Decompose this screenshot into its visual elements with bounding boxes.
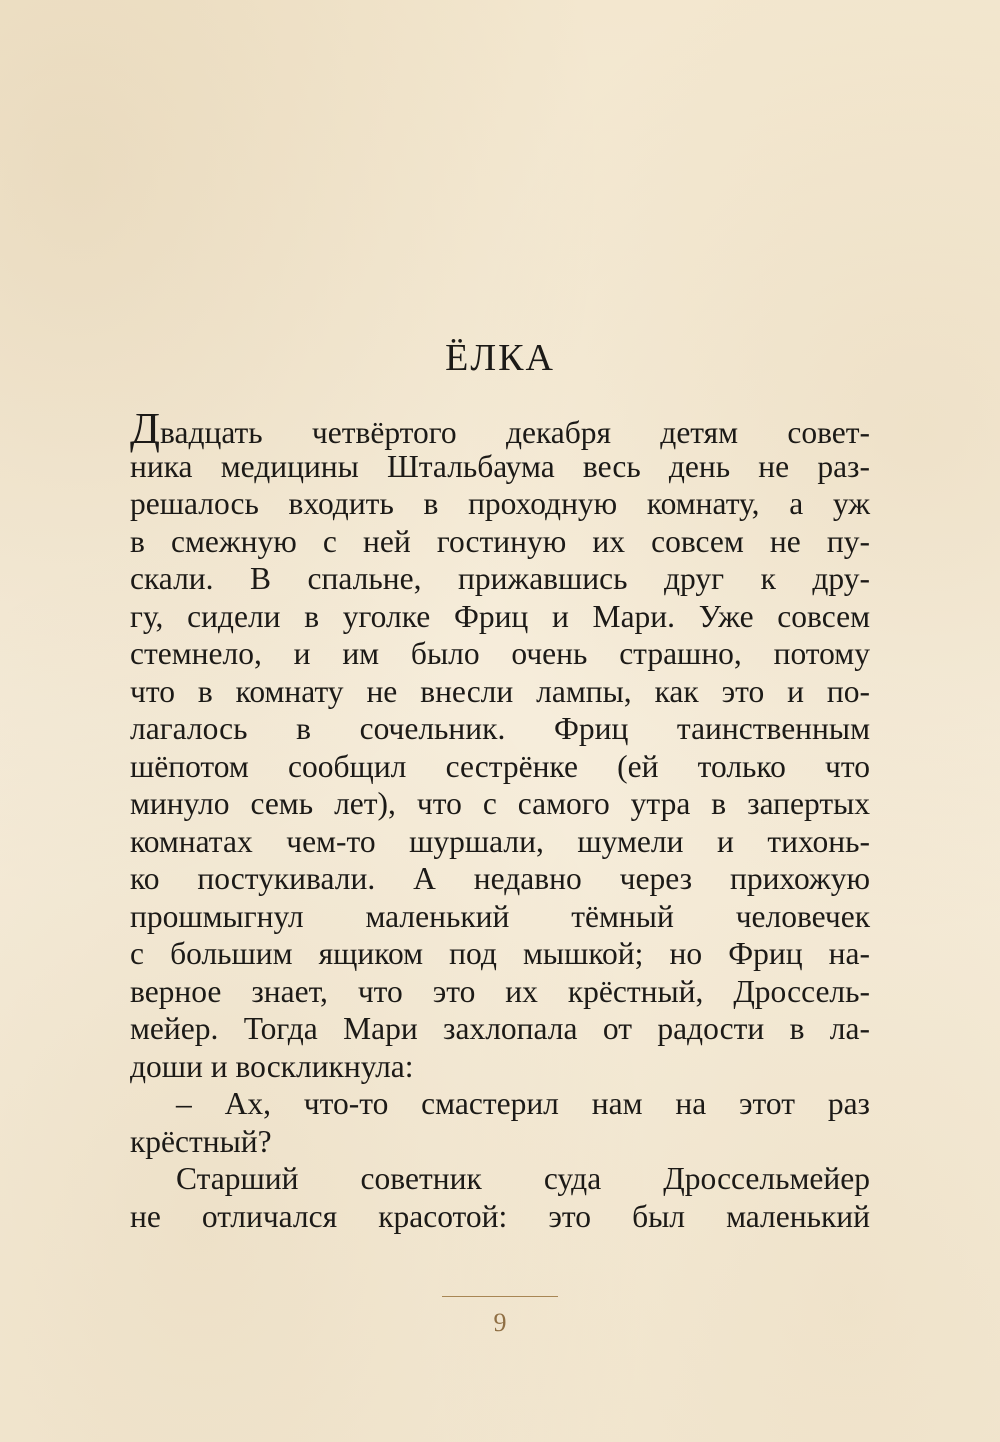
text-line: лагалось в сочельник. Фриц таинственным [130, 711, 870, 746]
text-line: шёпотом сообщил сестрёнке (ей только что [130, 748, 870, 784]
dialogue-line: – Ах, что-то смастерил нам на этот раз [176, 1086, 870, 1121]
text-line: скали. В спальне, прижавшись друг к дру- [130, 561, 870, 596]
text-line: минуло семь лет), что с самого утра в запертых [130, 786, 870, 821]
text-line: верное знает, что это их крёстный, Дроссель- [130, 973, 870, 1009]
text-line: доши и воскликнула: [130, 1048, 414, 1084]
body-text [130, 404, 870, 1235]
text-line: гу, сидели в уголке Фриц и Мари. Уже совсем [130, 598, 870, 634]
text-line: решалось входить в проходную комнату, а уж [130, 486, 870, 521]
page-number: 9 [493, 1308, 507, 1337]
text-line: прошмыгнул маленький тёмный человечек [130, 898, 870, 934]
drop-cap: Д [130, 404, 161, 453]
footer-rule [442, 1296, 558, 1297]
text-line: крёстный? [130, 1123, 272, 1159]
text-line: Двадцать четвёртого декабря детям совет- [130, 404, 870, 453]
text-line: в смежную с ней гостиную их совсем не пу- [130, 523, 870, 559]
text-line: стемнело, и им было очень страшно, потому [130, 636, 870, 671]
text-line: ника медицины Штальбаума весь день не раз- [130, 448, 870, 484]
text-line: комнатах чем-то шуршали, шумели и тихонь- [130, 823, 870, 859]
text-line: ко постукивали. А недавно через прихожую [130, 861, 870, 896]
text-line: с большим ящиком под мышкой; но Фриц на- [130, 936, 870, 971]
text-line: мейер. Тогда Мари захлопала от радости в ла- [130, 1011, 870, 1046]
text-line: что в комнату не внесли лампы, как это и по- [130, 673, 870, 709]
text-line: не отличался красотой: это был маленький [130, 1198, 870, 1234]
paragraph-start-line: Старший советник суда Дроссельмейер [176, 1161, 870, 1196]
chapter-title: ЁЛКА [445, 337, 555, 379]
